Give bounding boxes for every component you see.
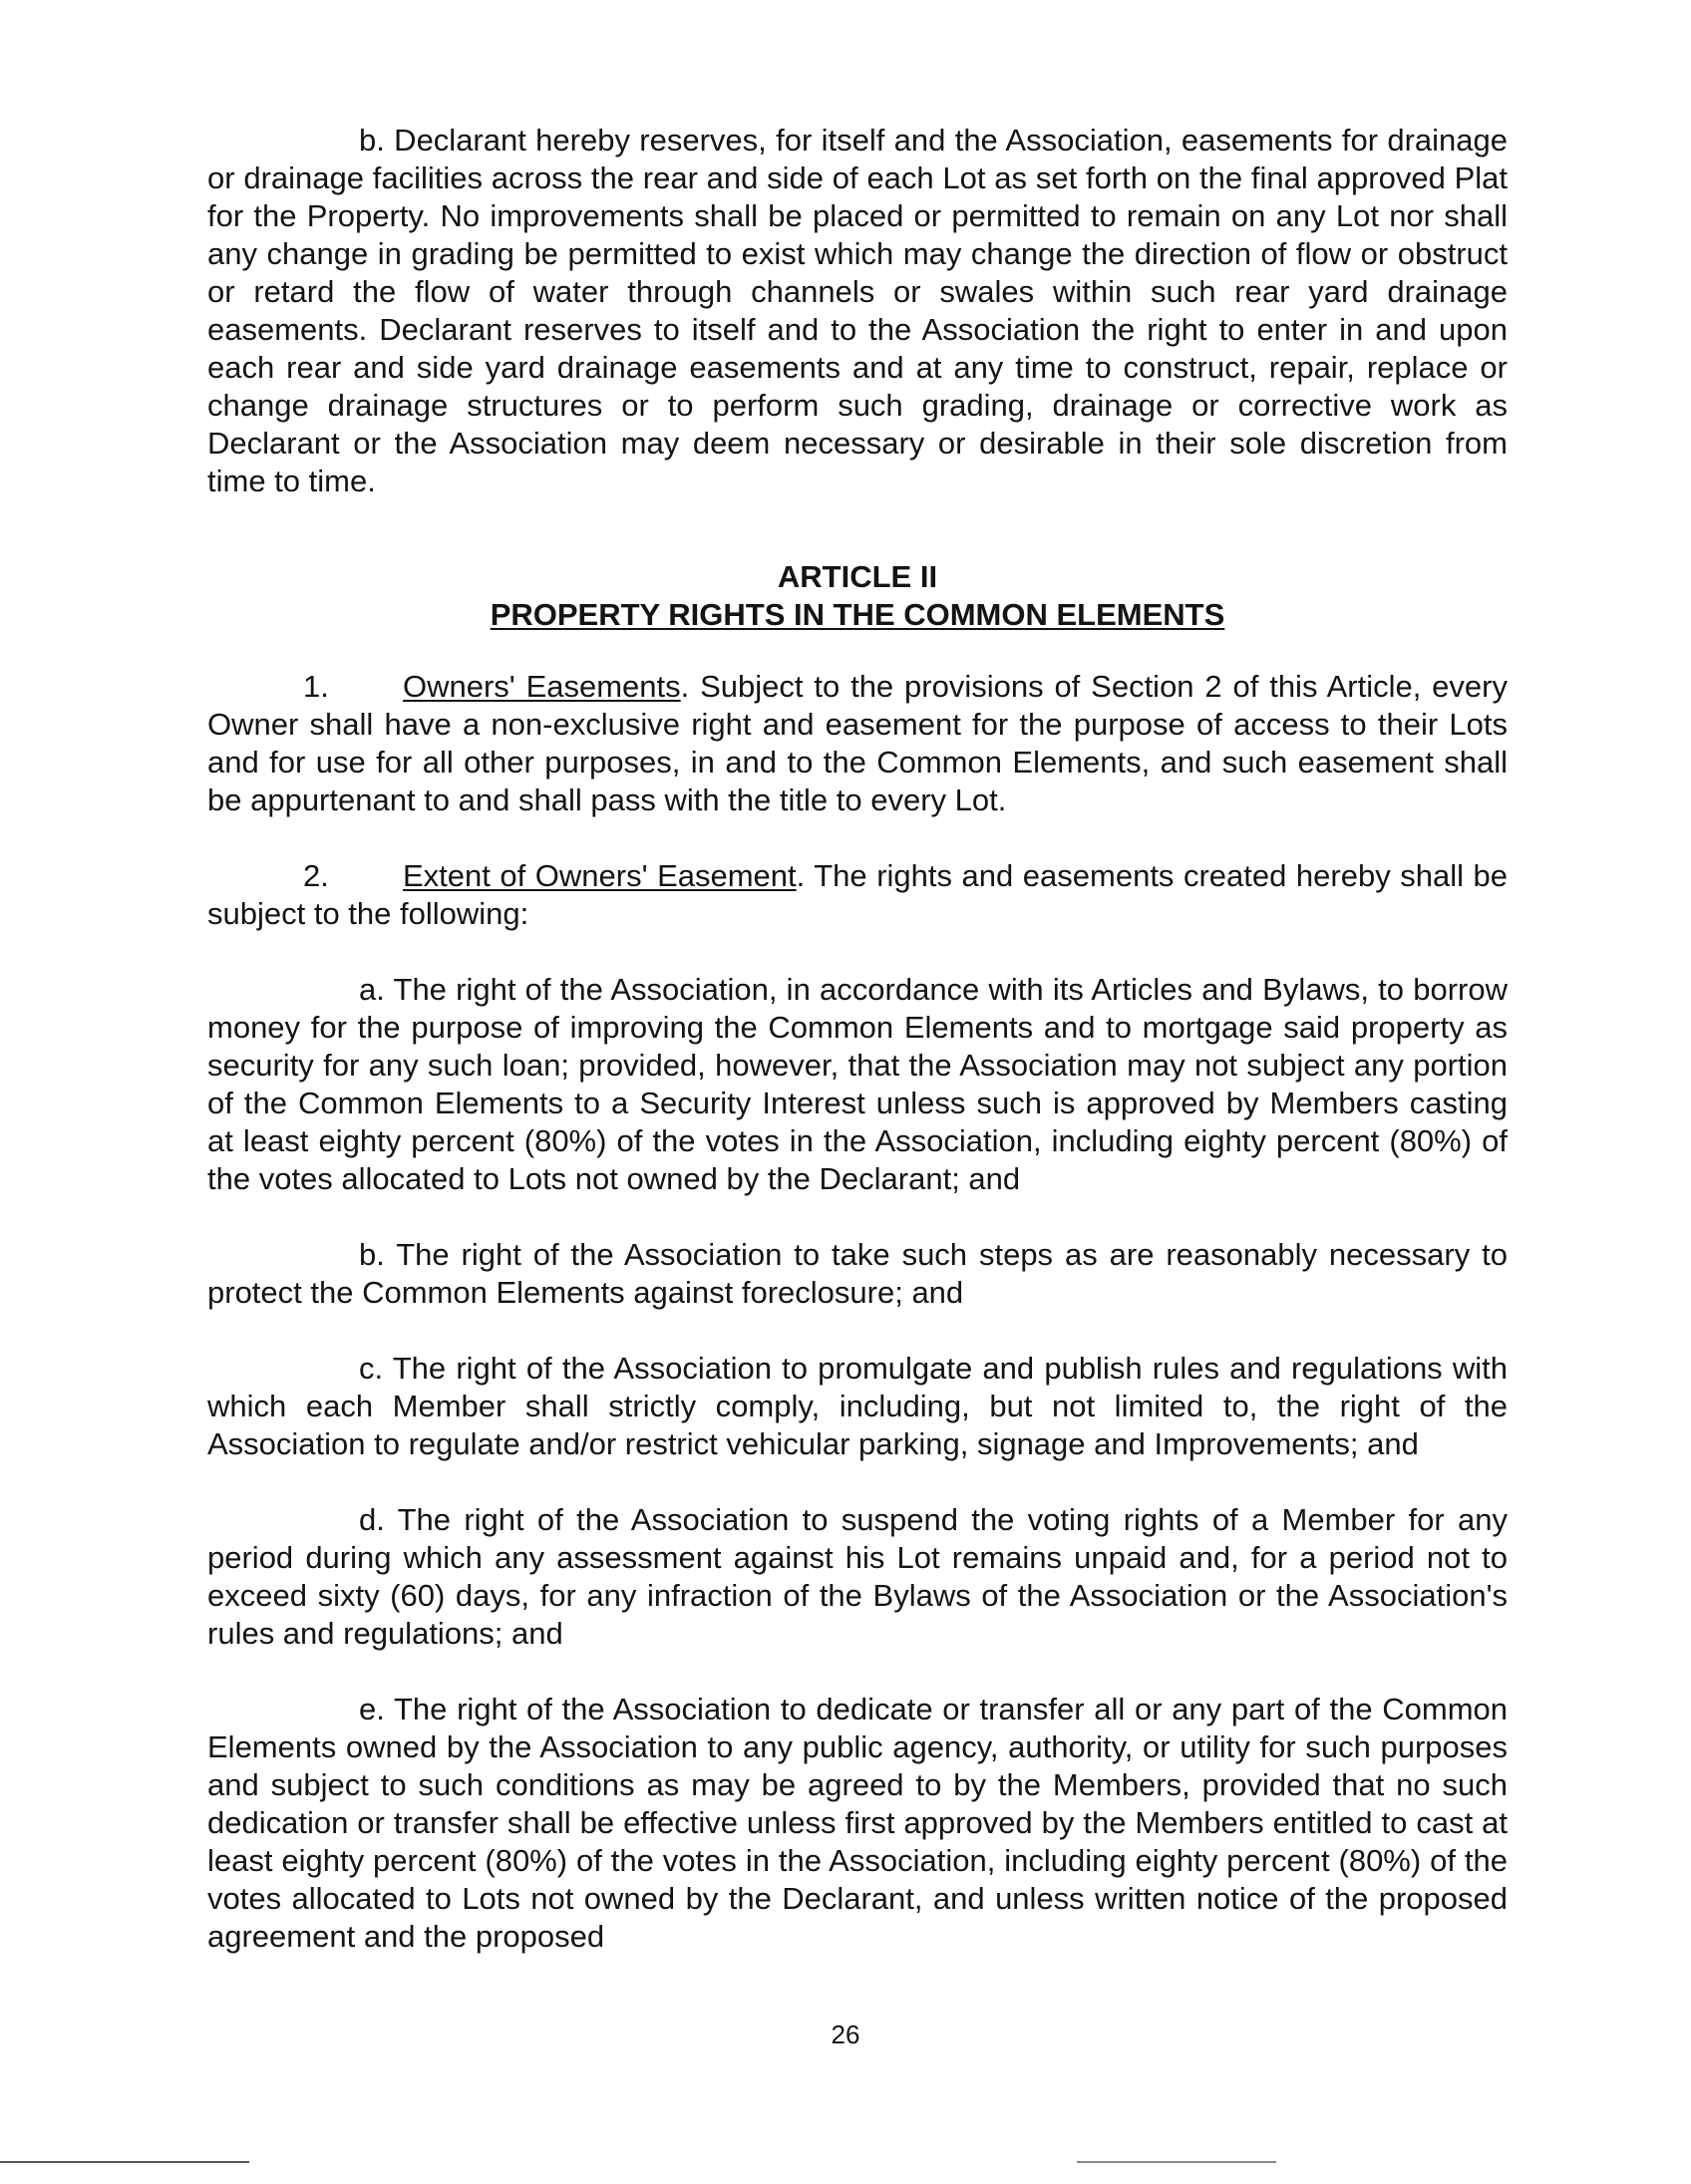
page-number: 26 <box>831 2020 860 2049</box>
subsection-c-rules-regulations: c. The right of the Association to promulgate and publish rules and regulations with which each Member shall strictly comply, including, but not limited to, the right of the Association to regulate and/or restrict vehicular parking, signage and Improvements; and <box>207 1351 1508 1461</box>
subsection-e-dedicate-transfer: e. The right of the Association to dedicate or transfer all or any part of the Common Elements owned by the Association to any public agency, authority, or utility for such purposes and subject to such conditions as may be agreed to by the Members, provided that no such dedication or transfer shall be effective unless first approved by the Members entitled to cast at least eighty percent (80%) of the votes in the Association, including eighty percent (80%) of the votes allocated to Lots not owned by the Declarant, and unless written notice of the proposed agreement and the proposed <box>207 1692 1508 1954</box>
section-2-number: 2. <box>303 858 329 893</box>
subsection-d-suspend-voting: d. The right of the Association to suspend the voting rights of a Member for any period during which any assessment against his Lot remains unpaid and, for a period not to exceed sixty (60) days, for any infraction of the Bylaws of the Association or the Association's rules and regulations; and <box>207 1502 1508 1651</box>
article-heading <box>207 558 1508 634</box>
section-2-caption: Extent of Owners' Easement <box>403 858 797 893</box>
section-1-caption: Owners' Easements <box>403 669 681 704</box>
section-1-text: . Subject to the provisions of Section 2 of this Article, every Owner shall have a non-exclusive right and easement for the purpose of access to their Lots and for use for all other purposes, in and to the Common Elements, and such easement shall be appurtenant to and shall pass with the title to every Lot. <box>207 669 1508 817</box>
section-2-text: . The rights and easements created hereby shall be subject to the following: <box>207 858 1509 931</box>
scan-artifact-line <box>0 2161 249 2163</box>
article-title: PROPERTY RIGHTS IN THE COMMON ELEMENTS <box>490 597 1225 632</box>
section-2-extent-of-easement <box>207 857 1508 933</box>
section-1-number: 1. <box>303 669 329 704</box>
section-1-owners-easements <box>207 668 1508 819</box>
scan-artifact-line <box>1077 2161 1276 2163</box>
subsection-b-foreclosure: b. The right of the Association to take such steps as are reasonably necessary to protect the Common Elements against foreclosure; and <box>207 1237 1508 1310</box>
article-number: ARTICLE II <box>777 559 938 594</box>
paragraph-b-drainage-easements: b. Declarant hereby reserves, for itself and the Association, easements for drainage or drainage facilities across the rear and side of each Lot as set forth on the final approved Plat for the Property. No improvements shall be placed or permitted to remain on any Lot nor shall any change in grading be permitted to exist which may change the direction of flow or obstruct or retard the flow of water through channels or swales within such rear yard drainage easements. Declarant reserves to itself and to the Association the right to enter in and upon each rear and side yard drainage easements and at any time to construct, repair, replace or change drainage structures or to perform such grading, drainage or corrective work as Declarant or the Association may deem necessary or desirable in their sole discretion from time to time. <box>207 123 1508 498</box>
document-page <box>207 122 1508 1956</box>
subsection-a-borrow-money: a. The right of the Association, in accordance with its Articles and Bylaws, to borrow money for the purpose of improving the Common Elements and to mortgage said property as security for any such loan; provided, however, that the Association may not subject any portion of the Common Elements to a Security Interest unless such is approved by Members casting at least eighty percent (80%) of the votes in the Association, including eighty percent (80%) of the votes allocated to Lots not owned by the Declarant; and <box>207 972 1508 1196</box>
